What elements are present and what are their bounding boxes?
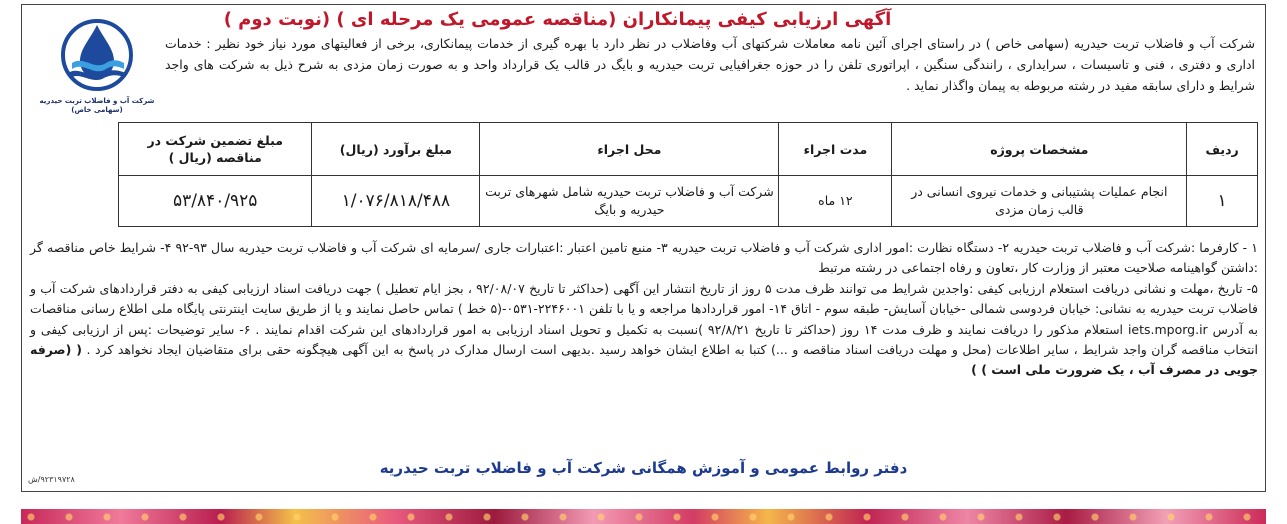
water-saving-slogan: ( (صرفه جویی در مصرف آب ، یک ضرورت ملی است ) ) <box>30 342 1258 378</box>
cell-spec: انجام عملیات پشتیبانی و خدمات نیروی انسانی در قالب زمان مزدی <box>892 176 1187 227</box>
body-paragraph-1: ۱ - کارفرما :شرکت آب و فاضلاب تربت حیدریه ۲- دستگاه نظارت :امور اداری شرکت آب و فاضلاب تربت حیدریه ۳- منبع تامین اعتبار :اعتبارات جاری /سرمایه ای شرکت آب و فاضلاب تربت حیدریه سال ۹۳-۹۲ ۴- شرایط خاص مناقصه گر :داشتن گواهینامه صلاحیت معتبر از وزارت کار ،تعاون و رفاه اجتماعی در رشته مرتبط <box>30 240 1258 276</box>
body-paragraph-2-text: ۵- تاریخ ،مهلت و نشانی دریافت استعلام ارزیابی کیفی :واجدین شرایط می توانند ظرف مدت ۵ روز از تاریخ انتشار این آگهی (حداکثر تا تاریخ ۹۲/۰۸/۰۷ ، بجز ایام تعطیل ) جهت دریافت اسناد ارزیابی کیفی به دفتر قراردادهای شرکت آب و فاضلاب تربت حیدریه به نشانی: خیابان فردوسی شمالی -خیابان آسایش- طبقه سوم - اتاق ۱۴- امور قراردادها مراجعه و یا با تلفن ۲۲۴۶۰۰۱-۰۵۳۱-(۵ خط ) تماس حاصل نمایند و یا از طریق سایت اینترنتی پایگاه ملی اطلاع رسانی مناقصات به آدرس iets.mporg.ir استعلام مذکور را دریافت نمایند و ظرف مدت ۱۴ روز (حداکثر تا تاریخ ۹۲/۸/۲۱ )نسبت به تکمیل و تحویل اسناد ارزیابی به امور قراردادهای این شرکت اقدام نمایند . ۶- سایر توضیحات :پس از ارزیابی کیفی و انتخاب مناقصه گران واجد شرایط ، سایر اطلاعات (محل و مهلت دریافت اسناد مناقصه و ...) کتبا به اطلاع ایشان خواهد رسید .بدیهی است ارسال مدارک در پاسخ به این آگهی هیچگونه حقی برای متقاضیان ایجاد نخواهد کرد . <box>30 280 1258 358</box>
table-row <box>119 176 1258 227</box>
decorative-flower-dots <box>21 509 1266 524</box>
ad-code: ۹۲۳۱۹۷۲۸/ش <box>28 475 75 484</box>
cell-location: شرکت آب و فاضلاب تربت حیدریه شامل شهرهای تربت حیدریه و بایگ <box>480 176 779 227</box>
cell-duration: ۱۲ ماه <box>779 176 892 227</box>
tender-notice <box>21 4 1266 492</box>
notice-title: آگهی ارزیابی کیفی پیمانکاران (مناقصه عمومی یک مرحله ای ) (نوبت دوم ) <box>223 9 892 30</box>
cell-row: ۱ <box>1187 176 1258 227</box>
col-duration-header: مدت اجراء <box>779 123 892 176</box>
table-header-row <box>119 123 1258 176</box>
col-guarantee-header: مبلغ تضمین شرکت در مناقصه (ریال ) <box>119 123 312 176</box>
cell-guarantee: ۵۳/۸۴۰/۹۲۵ <box>119 176 312 227</box>
body-paragraph-2 <box>30 279 1258 381</box>
project-table <box>118 122 1258 227</box>
col-location-header: محل اجراء <box>480 123 779 176</box>
notice-intro: شرکت آب و فاضلاب تربت حیدریه (سهامی خاص ) در راستای اجرای آئین نامه معاملات شرکتهای آب وفاضلاب در نظر دارد با بهره گیری از خدمات پیمانکاری، برخی از فعالیتهای مورد نیاز خود نظیر : خدمات اداری و دفتری ، فنی و تاسیسات ، سرایداری ، رانندگی سنگین ، اپراتوری تلفن را در حوزه جغرافیایی تربت حیدریه و بایگ در قالب یک قرارداد واحد و به صورت زمان مزدی به شرح ذیل به شرکت های واجد شرایط و دارای سابقه مفید در رشته مربوطه به پیمان واگذار نماید . <box>165 36 1255 93</box>
cell-estimate: ۱/۰۷۶/۸۱۸/۴۸۸ <box>312 176 480 227</box>
notice-body <box>30 238 1258 381</box>
col-estimate-header: مبلغ برآورد (ریال) <box>312 123 480 176</box>
logo-caption <box>32 97 162 115</box>
notice-header <box>30 7 1255 96</box>
notice-signature: دفتر روابط عمومی و آموزش همگانی شرکت آب و فاضلاب تربت حیدریه <box>379 459 908 477</box>
logo-caption-line1: شرکت آب و فاضلاب تربت حیدریه <box>39 97 155 105</box>
col-spec-header: مشخصات پروژه <box>892 123 1187 176</box>
col-row-header: ردیف <box>1187 123 1258 176</box>
logo-caption-line2: (سهامی خاص) <box>71 106 123 114</box>
